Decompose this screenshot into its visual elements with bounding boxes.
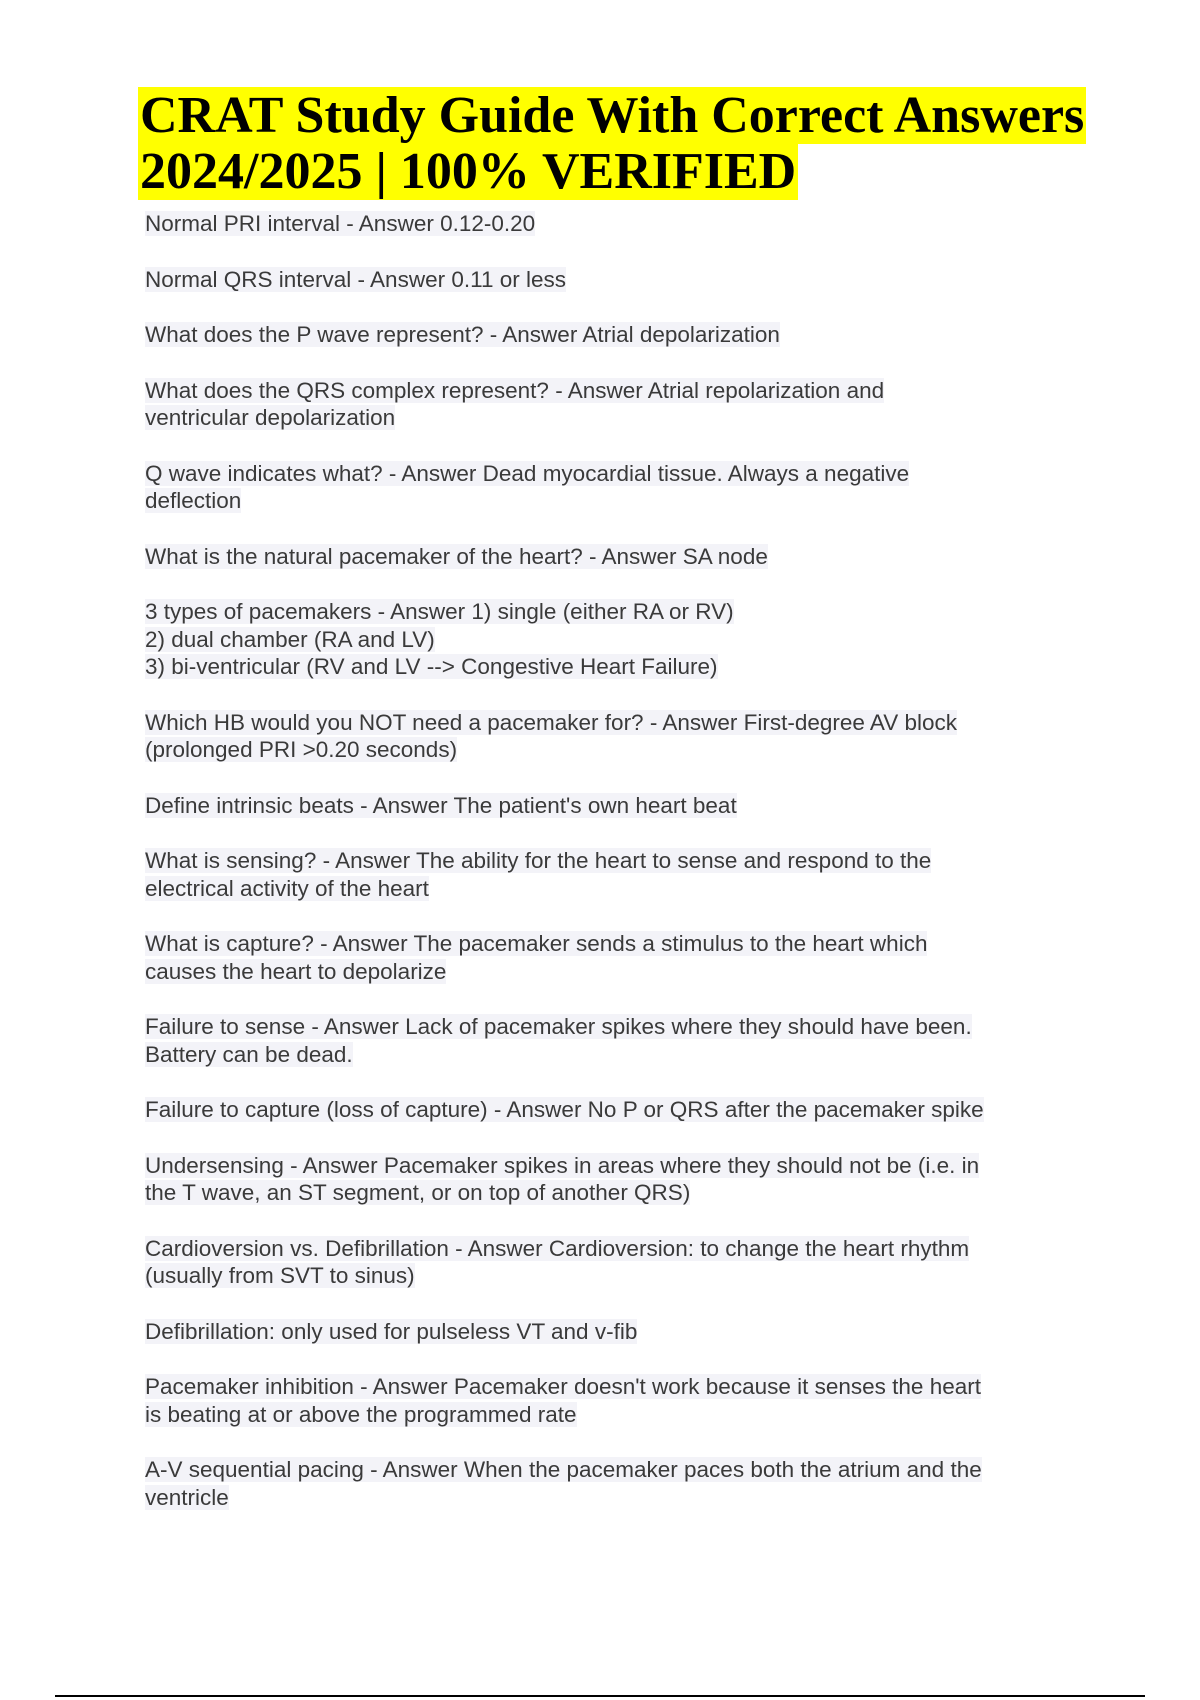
qa-item: Normal QRS interval - Answer 0.11 or less bbox=[145, 266, 566, 292]
qa-item: Q wave indicates what? - Answer Dead myocardial tissue. Always a negative deflection bbox=[145, 460, 910, 513]
document-title bbox=[138, 88, 1098, 200]
qa-item: Define intrinsic beats - Answer The patient's own heart beat bbox=[145, 792, 737, 818]
qa-item: What is the natural pacemaker of the heart? - Answer SA node bbox=[145, 543, 768, 569]
qa-item: What is sensing? - Answer The ability for the heart to sense and respond to the electrical activity of the heart bbox=[145, 848, 932, 901]
footer-divider bbox=[55, 1695, 1145, 1697]
qa-item: Cardioversion vs. Defibrillation - Answer Cardioversion: to change the heart rhythm (usually from SVT to sinus) bbox=[145, 1235, 970, 1288]
qa-item: 3 types of pacemakers - Answer 1) single (either RA or RV) 2) dual chamber (RA and LV) 3) bi-ventricular (RV and LV --> Congestive Heart Failure) bbox=[145, 599, 734, 679]
qa-item: What is capture? - Answer The pacemaker sends a stimulus to the heart which causes the heart to depolarize bbox=[145, 931, 928, 984]
qa-item: Pacemaker inhibition - Answer Pacemaker doesn't work because it senses the heart is beating at or above the programmed rate bbox=[145, 1374, 981, 1427]
qa-list bbox=[145, 210, 1065, 1539]
qa-item: Which HB would you NOT need a pacemaker for? - Answer First-degree AV block (prolonged PRI >0.20 seconds) bbox=[145, 709, 958, 762]
qa-item: What does the QRS complex represent? - Answer Atrial repolarization and ventricular depolarization bbox=[145, 377, 885, 430]
qa-item: Defibrillation: only used for pulseless VT and v-fib bbox=[145, 1318, 638, 1344]
title-highlight: CRAT Study Guide With Correct Answers 2024/2025 | 100% VERIFIED bbox=[140, 87, 1085, 200]
qa-item: Undersensing - Answer Pacemaker spikes in areas where they should not be (i.e. in the T wave, an ST segment, or on top of another QRS) bbox=[145, 1152, 980, 1205]
qa-item: A-V sequential pacing - Answer When the pacemaker paces both the atrium and the ventricle bbox=[145, 1457, 982, 1510]
qa-item: What does the P wave represent? - Answer Atrial depolarization bbox=[145, 322, 780, 347]
qa-item: Failure to sense - Answer Lack of pacemaker spikes where they should have been. Battery can be dead. bbox=[145, 1014, 972, 1067]
qa-item: Normal PRI interval - Answer 0.12-0.20 bbox=[145, 211, 536, 236]
qa-item: Failure to capture (loss of capture) - Answer No P or QRS after the pacemaker spike bbox=[145, 1097, 984, 1122]
